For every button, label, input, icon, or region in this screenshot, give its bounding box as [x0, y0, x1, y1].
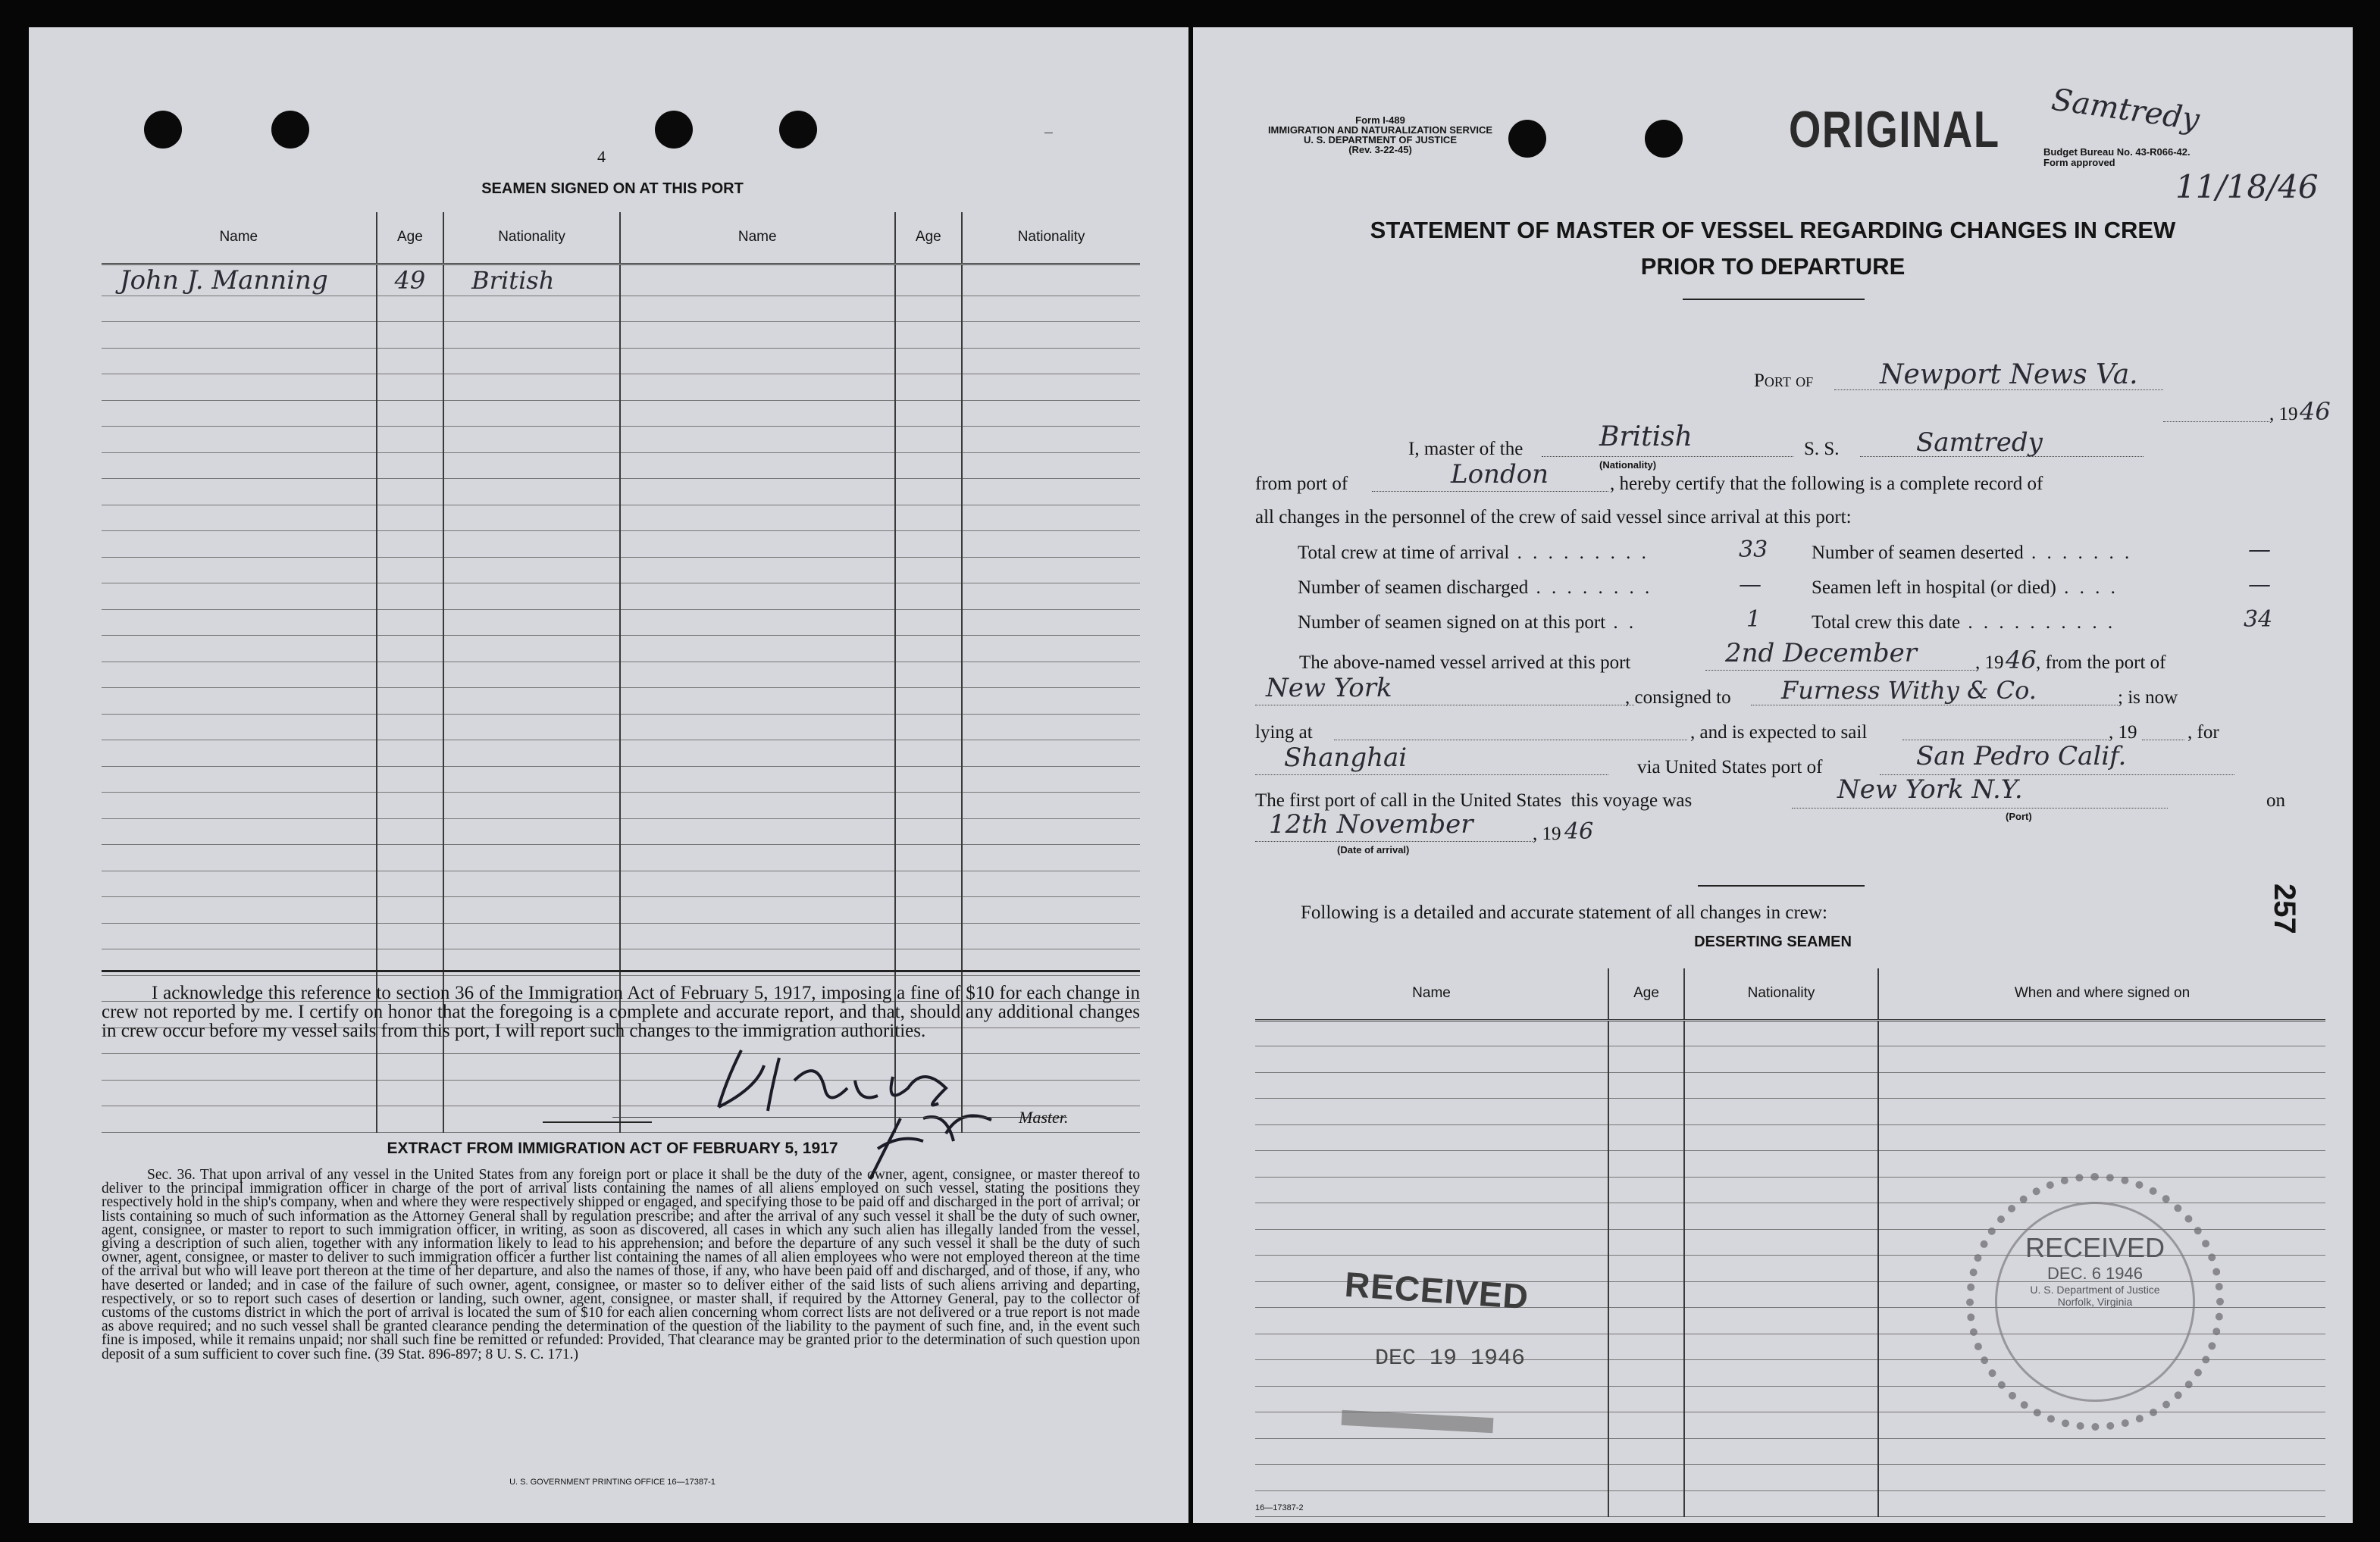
round-stamp-label: RECEIVED [2025, 1232, 2165, 1263]
acknowledgement-text: I acknowledge this reference to section 36 of the Immigration Act of February 5, 1917, imposing a fine of $10 for each change in crew not reported by me. I certify on honor that the foregoing is a complete and accurate report, and that, should any additional changes in crew occur before my vessel sails from this port, I will report such changes to the immigration authorities. [102, 983, 1140, 1041]
arrived-label: The above-named vessel arrived at this port [1299, 652, 1631, 673]
table-header [102, 212, 1140, 264]
stat-total-crew-arrival: Total crew at time of arrival . . . . . . . . . [1298, 543, 1649, 563]
is-now-text: ; is now [2118, 687, 2178, 708]
seaman-name: John J. Manning [102, 264, 377, 296]
seaman-nationality: British [443, 264, 620, 296]
section-divider [1698, 885, 1865, 887]
right-footer: 16—17387-2 [1255, 1503, 1304, 1512]
divider [543, 1121, 652, 1123]
form-id-block [1251, 115, 1510, 155]
certify-text: , hereby certify that the following is a complete record of [1610, 474, 2043, 494]
round-stamp-city: Norfolk, Virginia [2057, 1296, 2133, 1308]
nationality-line [1542, 456, 1793, 457]
left-page [29, 27, 1188, 1523]
on-text: on [2266, 790, 2285, 811]
date-caption: (Date of arrival) [1337, 844, 1410, 855]
consignee-value: Furness Withy & Co. [1781, 676, 2037, 705]
stat-discharged-value: — [1739, 571, 1762, 598]
right-page [1193, 27, 2353, 1523]
from-port-label: from port of [1255, 474, 1348, 494]
date-line [2163, 421, 2269, 422]
column-header: When and where signed on [1878, 968, 2325, 1020]
via-label: via United States port of [1637, 757, 1823, 777]
column-header: Age [377, 212, 444, 264]
sail-year: , 19 [2109, 722, 2137, 743]
title-divider [1683, 299, 1865, 300]
origin-value: New York [1266, 673, 1392, 703]
column-header: Nationality [443, 212, 620, 264]
expected-text: , and is expected to sail [1690, 722, 1868, 743]
arrived-line [1705, 670, 1975, 671]
destination-value: Shanghai [1284, 743, 1408, 773]
section-title: SEAMEN SIGNED ON AT THIS PORT [481, 180, 744, 197]
form-title: STATEMENT OF MASTER OF VESSEL REGARDING CHANGES IN CREW [1370, 217, 2176, 243]
round-stamp-dept: U. S. Department of Justice [2030, 1284, 2160, 1296]
round-stamp-text [1966, 1232, 2224, 1308]
arrival-year-hand: 46 [1564, 818, 1594, 845]
form-revision: (Rev. 3-22-45) [1348, 144, 1412, 155]
column-header: Age [895, 212, 963, 264]
extract-text: Sec. 36. That upon arrival of any vessel in the United States from any foreign port or place it shall be the duty of the owner, agent, consignee, or master thereof to deliver to the principal immigration officer in charge of the port of arrival lists containing the names of all aliens employed on such vessel, stating the positions they respectively hold in the ship's company, when and where they were respectively shipped or engaged, and specifying those to be paid off and discharged in the port of arrival; or lists containing so much of such information as the Attorney General shall by regulation prescribe; and after the arrival of any such vessel it shall be the duty of such owner, agent, consignee, or master to report to such immigration officer, in writing, as soon as discovered, all cases in which any such alien has illegally landed from the vessel, giving a description of such alien, together with any information likely to lead to his apprehension; and before the departure of any such vessel it shall be the duty of such owner, agent, consignee, or master to deliver to such immigration officer a further list containing the names of all alien employees who were not employed thereon at the time of the arrival but who will leave port thereon at the time of her departure, and also the names of those, if any, who have been paid off and discharged, and of those, if any, who have deserted or landed; and in case of the failure of such owner, agent, consignee, or master so to deliver either of the said lists of such aliens arriving and departing, respectively, or so to report such cases of desertion or landing, such owner, agent, consignee, or master shall, if required by the Attorney General, pay to the collector of customs of the customs district in which the port of arrival is located the sum of $10 for each alien concerning whom correct lists are not delivered or a true report is not made as above required; and no such vessel shall be granted clearance pending the determination of the question of the liability to the payment of such fine, and, in the event such fine is imposed, while it remains unpaid; nor shall such fine be remitted or refunded: Provided, That clearance may be granted prior to the determination of such question upon deposit of a sum sufficient to cover such fine. (39 Stat. 896-897; 8 U. S. C. 171.) [102, 1167, 1140, 1362]
punch-hole [655, 111, 693, 149]
master-signature [696, 1035, 1044, 1187]
budget-number: Budget Bureau No. 43-R066-42. [2043, 146, 2191, 158]
stat-deserted: Number of seamen deserted . . . . . . . [1812, 543, 2133, 563]
signature-line [612, 1117, 1067, 1118]
arrival-date-value: 12th November [1269, 809, 1473, 840]
arrival-year-printed: , 19 [1533, 824, 1561, 844]
from-port-value: London [1451, 459, 1549, 489]
stat-total-crew-date-value: 34 [2244, 606, 2273, 633]
budget-approval: Form approved [2043, 157, 2115, 168]
year-hand: 46 [2300, 397, 2331, 426]
original-stamp: ORIGINAL [1789, 101, 2000, 158]
decorative-dash: — [1044, 126, 1053, 141]
all-changes-text: all changes in the personnel of the crew of said vessel since arrival at this port: [1255, 507, 1852, 527]
stat-total-crew-arrival-value: 33 [1739, 536, 1768, 563]
signature-role: Master. [1019, 1108, 1069, 1127]
punch-hole [144, 111, 182, 149]
table-row [102, 264, 1140, 296]
received-stamp-date: DEC 19 1946 [1375, 1346, 1526, 1372]
stat-discharged: Number of seamen discharged . . . . . . . . [1298, 577, 1653, 598]
port-value: Newport News Va. [1880, 359, 2138, 390]
destination-line [1255, 774, 1608, 775]
punch-hole [271, 111, 309, 149]
column-header: Nationality [962, 212, 1140, 264]
stat-signed-on: Number of seamen signed on at this port . . [1298, 612, 1637, 633]
for-text: , for [2187, 722, 2219, 743]
ss-value: Samtredy [1916, 427, 2043, 458]
stat-deserted-value: — [2248, 536, 2271, 563]
arrival-date-line [1255, 841, 1533, 842]
column-header: Name [620, 212, 895, 264]
form-agency: IMMIGRATION AND NATURALIZATION SERVICE [1267, 124, 1493, 136]
table-bottom-rule [102, 970, 1140, 972]
deserting-title: DESERTING SEAMEN [1694, 934, 1852, 950]
form-department: U. S. DEPARTMENT OF JUSTICE [1304, 134, 1457, 145]
budget-block [2043, 147, 2191, 168]
form-number: Form I-489 [1355, 114, 1405, 126]
first-port-value: New York N.Y. [1837, 774, 2023, 805]
table-header [1255, 968, 2325, 1020]
master-of-label: I, master of the [1408, 439, 1524, 459]
punch-hole [1508, 120, 1546, 158]
punch-hole [779, 111, 817, 149]
stat-signed-on-value: 1 [1746, 606, 1762, 633]
nationality-value: British [1599, 421, 1693, 452]
stat-hospital-value: — [2248, 571, 2271, 598]
arrived-value: 2nd December [1725, 638, 1918, 668]
year-printed: , 19 [2269, 404, 2298, 424]
first-port-label: The first port of call in the United States this voyage was [1255, 790, 1693, 811]
page-number: 4 [597, 147, 606, 166]
port-caption: (Port) [2006, 811, 2032, 822]
stat-total-crew-date: Total crew this date . . . . . . . . . . [1812, 612, 2116, 633]
punch-hole [1645, 120, 1683, 158]
hand-date-note: 11/18/46 [2175, 168, 2319, 205]
lying-at-label: lying at [1255, 722, 1313, 743]
nationality-caption: (Nationality) [1599, 459, 1657, 471]
column-header: Age [1608, 968, 1684, 1020]
left-footer: U. S. GOVERNMENT PRINTING OFFICE 16—17387-1 [509, 1478, 716, 1487]
arrived-year-printed: , 19 [1975, 652, 2004, 673]
hand-vessel-note: Samtredy [2049, 82, 2202, 138]
seaman-age: 49 [377, 264, 444, 296]
ss-label: S. S. [1804, 439, 1840, 459]
following-text: Following is a detailed and accurate statement of all changes in crew: [1301, 902, 1827, 923]
arrived-year-hand: 46 [2006, 646, 2037, 674]
first-port-line [1792, 808, 2168, 809]
extract-title: EXTRACT FROM IMMIGRATION ACT OF FEBRUARY 5, 1917 [387, 1140, 838, 1157]
received-stamp: RECEIVED [1343, 1264, 1530, 1317]
via-value: San Pedro Calif. [1916, 741, 2127, 771]
column-header: Nationality [1684, 968, 1878, 1020]
from-port-of-text: , from the port of [2036, 652, 2166, 673]
round-stamp-date: DEC. 6 1946 [2047, 1264, 2143, 1283]
stat-hospital: Seamen left in hospital (or died) . . . . [1812, 577, 2119, 598]
from-port-line [1372, 491, 1608, 492]
form-subtitle: PRIOR TO DEPARTURE [1640, 253, 1906, 280]
port-label: Port of [1754, 371, 1814, 391]
column-header: Name [102, 212, 377, 264]
column-header: Name [1255, 968, 1608, 1020]
consigned-label: , consigned to [1625, 687, 1731, 708]
side-page-number: 257 [2268, 884, 2301, 934]
